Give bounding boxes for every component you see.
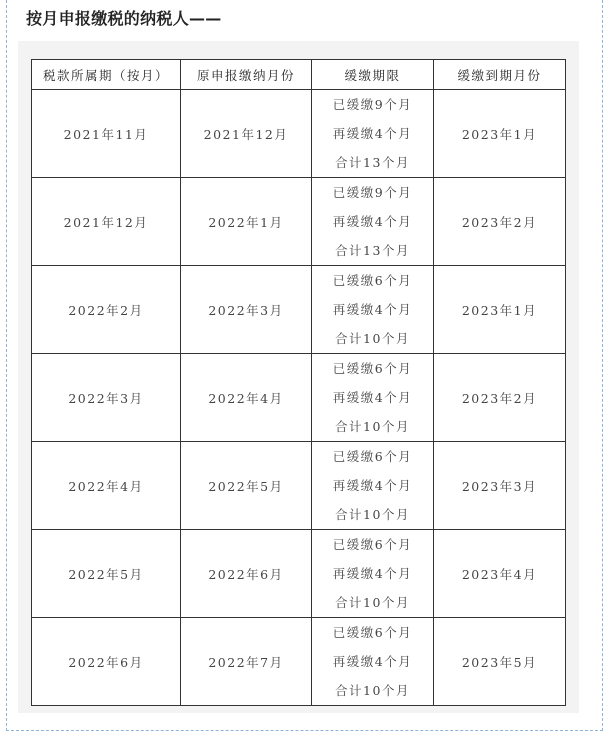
- header-original-month: 原申报缴纳月份: [181, 60, 312, 90]
- table-row: [32, 178, 566, 266]
- cell-original-month: 2021年12月: [181, 90, 312, 178]
- table-container: [31, 59, 565, 699]
- cell-due-month: 2023年1月: [434, 90, 566, 178]
- tax-deferral-table: [31, 59, 566, 706]
- section-heading: 按月申报缴税的纳税人——: [26, 9, 222, 28]
- table-row: [32, 618, 566, 706]
- table-row: [32, 530, 566, 618]
- table-row: [32, 354, 566, 442]
- header-deferral-period: 缓缴期限: [312, 60, 434, 90]
- cell-due-month: 2023年3月: [434, 442, 566, 530]
- cell-deferral-period: [312, 354, 434, 442]
- cell-due-month: 2023年4月: [434, 530, 566, 618]
- deferral-total: 合计13个月: [335, 155, 410, 170]
- deferral-already: 已缓缴6个月: [332, 361, 413, 376]
- cell-tax-period: 2021年12月: [32, 178, 181, 266]
- cell-due-month: 2023年2月: [434, 178, 566, 266]
- cell-original-month: 2022年5月: [181, 442, 312, 530]
- deferral-total: 合计10个月: [335, 595, 410, 610]
- deferral-already: 已缓缴9个月: [332, 185, 413, 200]
- cell-deferral-period: [312, 90, 434, 178]
- cell-tax-period: 2021年11月: [32, 90, 181, 178]
- cell-original-month: 2022年7月: [181, 618, 312, 706]
- deferral-additional: 再缓缴4个月: [332, 214, 413, 229]
- deferral-total: 合计10个月: [335, 507, 410, 522]
- cell-deferral-period: [312, 178, 434, 266]
- deferral-total: 合计10个月: [335, 331, 410, 346]
- deferral-additional: 再缓缴4个月: [332, 654, 413, 669]
- cell-deferral-period: [312, 442, 434, 530]
- deferral-already: 已缓缴9个月: [332, 97, 413, 112]
- deferral-already: 已缓缴6个月: [332, 273, 413, 288]
- cell-original-month: 2022年1月: [181, 178, 312, 266]
- deferral-already: 已缓缴6个月: [332, 625, 413, 640]
- deferral-additional: 再缓缴4个月: [332, 126, 413, 141]
- cell-tax-period: 2022年5月: [32, 530, 181, 618]
- table-header-row: [32, 60, 566, 90]
- deferral-total: 合计10个月: [335, 419, 410, 434]
- cell-tax-period: 2022年2月: [32, 266, 181, 354]
- header-tax-period: 税款所属期（按月）: [32, 60, 181, 90]
- cell-due-month: 2023年1月: [434, 266, 566, 354]
- deferral-already: 已缓缴6个月: [332, 537, 413, 552]
- table-row: [32, 442, 566, 530]
- cell-tax-period: 2022年6月: [32, 618, 181, 706]
- cell-original-month: 2022年6月: [181, 530, 312, 618]
- cell-deferral-period: [312, 530, 434, 618]
- deferral-additional: 再缓缴4个月: [332, 302, 413, 317]
- table-row: [32, 266, 566, 354]
- deferral-additional: 再缓缴4个月: [332, 478, 413, 493]
- header-due-month: 缓缴到期月份: [434, 60, 566, 90]
- deferral-total: 合计10个月: [335, 683, 410, 698]
- deferral-additional: 再缓缴4个月: [332, 566, 413, 581]
- cell-deferral-period: [312, 618, 434, 706]
- cell-due-month: 2023年5月: [434, 618, 566, 706]
- cell-tax-period: 2022年4月: [32, 442, 181, 530]
- cell-original-month: 2022年3月: [181, 266, 312, 354]
- deferral-total: 合计13个月: [335, 243, 410, 258]
- cell-deferral-period: [312, 266, 434, 354]
- table-row: [32, 90, 566, 178]
- cell-tax-period: 2022年3月: [32, 354, 181, 442]
- cell-original-month: 2022年4月: [181, 354, 312, 442]
- deferral-already: 已缓缴6个月: [332, 449, 413, 464]
- deferral-additional: 再缓缴4个月: [332, 390, 413, 405]
- cell-due-month: 2023年2月: [434, 354, 566, 442]
